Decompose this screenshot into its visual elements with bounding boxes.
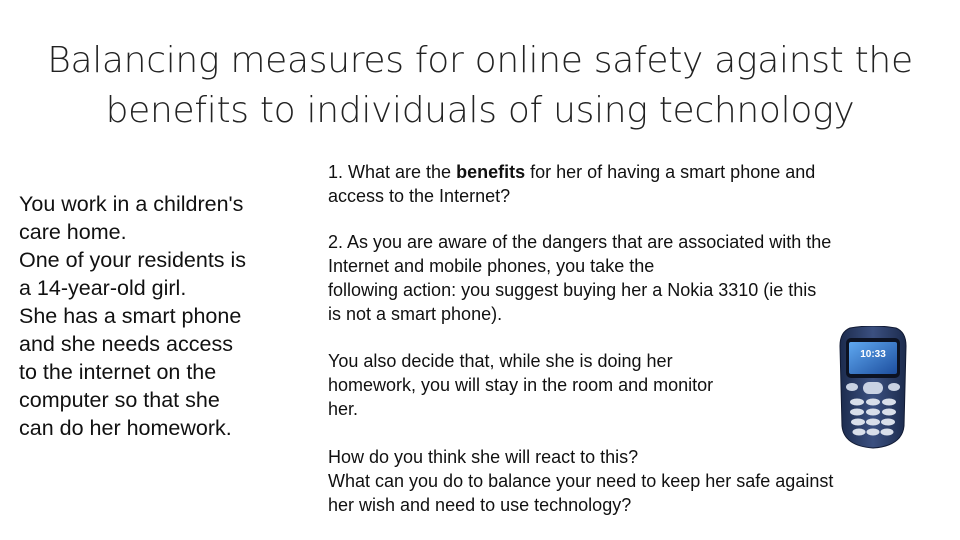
question-1 (328, 160, 815, 208)
scenario-line: care home. (19, 220, 127, 244)
question-2-line: Internet and mobile phones, you take the (328, 256, 655, 276)
monitor-paragraph (328, 349, 713, 421)
reflection-line: What can you do to balance your need to keep her safe against (328, 471, 834, 491)
scenario-line: can do her homework. (19, 416, 232, 440)
question-2-line: following action: you suggest buying her a Nokia 3310 (ie this (328, 280, 817, 300)
monitor-line: homework, you will stay in the room and monitor (328, 375, 714, 395)
question-2 (328, 230, 831, 326)
scenario-line: a 14-year-old girl. (19, 276, 187, 300)
reflection-line: her wish and need to use technology? (328, 495, 632, 515)
phone-screen-time: 10:33 (860, 349, 886, 360)
phone-nav-key (863, 382, 883, 394)
question-1-prefix: 1. What are the (328, 162, 457, 182)
question-1-emphasis: benefits (456, 162, 526, 182)
slide-title (20, 36, 940, 136)
slide-title-line-1: Balancing measures for online safety against the (47, 40, 913, 81)
question-2-line: 2. As you are aware of the dangers that are associated with the (328, 232, 832, 252)
phone-soft-key-left (846, 383, 858, 391)
scenario-line: You work in a children's (19, 192, 244, 216)
scenario-line: She has a smart phone (19, 304, 242, 328)
question-1-line-2: access to the Internet? (328, 186, 511, 206)
scenario-line: One of your residents is (19, 248, 247, 272)
monitor-line: You also decide that, while she is doing her (328, 351, 673, 371)
scenario-text (19, 190, 304, 442)
question-1-suffix: for her of having a smart phone and (525, 162, 816, 182)
reflection-line: How do you think she will react to this? (328, 447, 639, 467)
reflection-questions (328, 445, 833, 517)
phone-soft-key-right (888, 383, 900, 391)
nokia-3310-phone-icon (838, 326, 908, 450)
scenario-line: computer so that she (19, 388, 220, 412)
scenario-line: to the internet on the (19, 360, 217, 384)
scenario-line: and she needs access (19, 332, 233, 356)
monitor-line: her. (328, 399, 359, 419)
question-2-line: is not a smart phone). (328, 304, 503, 324)
slide-title-line-2: benefits to individuals of using technology (105, 90, 855, 131)
question-1-line-1 (328, 160, 815, 184)
